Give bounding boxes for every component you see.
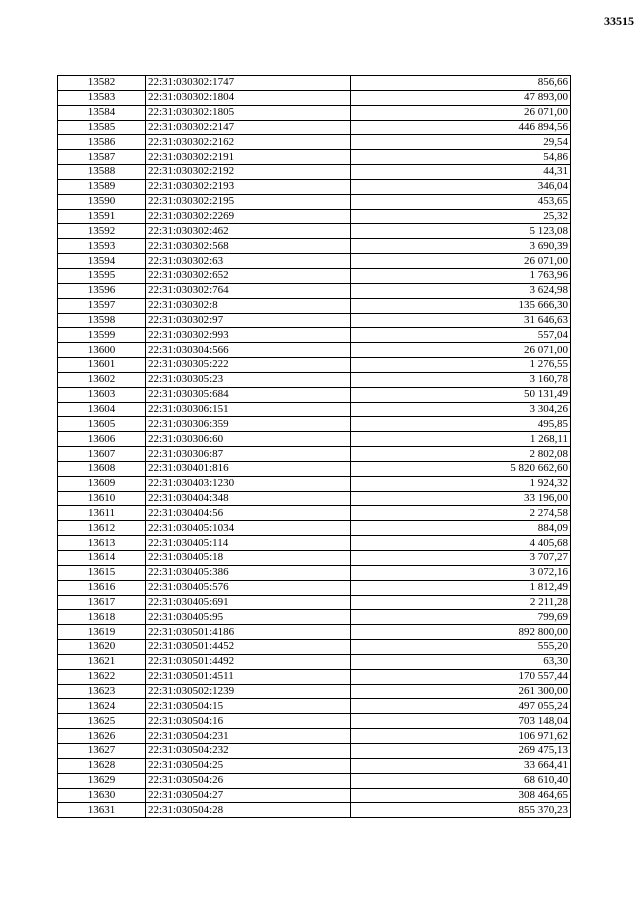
cadastral-number-cell: 22:31:030302:652 (146, 268, 351, 283)
table-row (58, 803, 571, 818)
cadastral-number-cell: 22:31:030501:4492 (146, 654, 351, 669)
table-row (58, 105, 571, 120)
table-row (58, 283, 571, 298)
cadastral-number-cell: 22:31:030306:151 (146, 402, 351, 417)
row-number-cell: 13631 (58, 803, 146, 818)
value-cell: 261 300,00 (351, 684, 571, 699)
value-cell: 269 475,13 (351, 743, 571, 758)
table-row (58, 298, 571, 313)
value-cell: 1 268,11 (351, 432, 571, 447)
value-cell: 5 820 662,60 (351, 461, 571, 476)
value-cell: 47 893,00 (351, 90, 571, 105)
table-row (58, 491, 571, 506)
table-row (58, 402, 571, 417)
cadastral-number-cell: 22:31:030502:1239 (146, 684, 351, 699)
row-number-cell: 13586 (58, 135, 146, 150)
cadastral-number-cell: 22:31:030504:26 (146, 773, 351, 788)
row-number-cell: 13624 (58, 699, 146, 714)
row-number-cell: 13582 (58, 76, 146, 91)
table-row (58, 610, 571, 625)
row-number-cell: 13618 (58, 610, 146, 625)
cadastral-number-cell: 22:31:030403:1230 (146, 476, 351, 491)
row-number-cell: 13608 (58, 461, 146, 476)
cadastral-number-cell: 22:31:030302:2193 (146, 179, 351, 194)
value-cell: 555,20 (351, 640, 571, 655)
cadastral-number-cell: 22:31:030302:2195 (146, 194, 351, 209)
cadastral-number-cell: 22:31:030302:993 (146, 328, 351, 343)
value-cell: 1 924,32 (351, 476, 571, 491)
table-row (58, 669, 571, 684)
value-cell: 33 664,41 (351, 758, 571, 773)
table-row (58, 714, 571, 729)
row-number-cell: 13614 (58, 551, 146, 566)
table-row (58, 194, 571, 209)
row-number-cell: 13628 (58, 758, 146, 773)
value-cell: 1 276,55 (351, 358, 571, 373)
table-row (58, 595, 571, 610)
value-cell: 26 071,00 (351, 343, 571, 358)
table-row (58, 773, 571, 788)
value-cell: 2 274,58 (351, 506, 571, 521)
row-number-cell: 13598 (58, 313, 146, 328)
cadastral-number-cell: 22:31:030504:25 (146, 758, 351, 773)
value-cell: 3 624,98 (351, 283, 571, 298)
table-row (58, 387, 571, 402)
cadastral-number-cell: 22:31:030302:2269 (146, 209, 351, 224)
row-number-cell: 13626 (58, 729, 146, 744)
table-row (58, 758, 571, 773)
row-number-cell: 13629 (58, 773, 146, 788)
row-number-cell: 13587 (58, 150, 146, 165)
value-cell: 2 211,28 (351, 595, 571, 610)
table-row (58, 224, 571, 239)
row-number-cell: 13600 (58, 343, 146, 358)
row-number-cell: 13585 (58, 120, 146, 135)
table-row (58, 551, 571, 566)
value-cell: 26 071,00 (351, 254, 571, 269)
value-cell: 446 894,56 (351, 120, 571, 135)
row-number-cell: 13617 (58, 595, 146, 610)
row-number-cell: 13616 (58, 580, 146, 595)
table-row (58, 699, 571, 714)
row-number-cell: 13601 (58, 358, 146, 373)
table-row (58, 461, 571, 476)
value-cell: 3 690,39 (351, 239, 571, 254)
table-row (58, 447, 571, 462)
table-row (58, 76, 571, 91)
row-number-cell: 13593 (58, 239, 146, 254)
table-row (58, 625, 571, 640)
table-row (58, 372, 571, 387)
row-number-cell: 13583 (58, 90, 146, 105)
value-cell: 4 405,68 (351, 536, 571, 551)
cadastral-number-cell: 22:31:030504:232 (146, 743, 351, 758)
row-number-cell: 13619 (58, 625, 146, 640)
value-cell: 1 812,49 (351, 580, 571, 595)
table-row (58, 536, 571, 551)
value-cell: 50 131,49 (351, 387, 571, 402)
cadastral-number-cell: 22:31:030302:1804 (146, 90, 351, 105)
value-cell: 453,65 (351, 194, 571, 209)
value-cell: 2 802,08 (351, 447, 571, 462)
table-row (58, 417, 571, 432)
page-number: 33515 (604, 14, 634, 28)
value-cell: 884,09 (351, 521, 571, 536)
cadastral-number-cell: 22:31:030405:1034 (146, 521, 351, 536)
cadastral-number-cell: 22:31:030401:816 (146, 461, 351, 476)
cadastral-number-cell: 22:31:030504:16 (146, 714, 351, 729)
value-cell: 31 646,63 (351, 313, 571, 328)
row-number-cell: 13594 (58, 254, 146, 269)
value-cell: 3 707,27 (351, 551, 571, 566)
cadastral-number-cell: 22:31:030405:576 (146, 580, 351, 595)
row-number-cell: 13603 (58, 387, 146, 402)
table-row (58, 432, 571, 447)
row-number-cell: 13607 (58, 447, 146, 462)
cadastral-number-cell: 22:31:030405:114 (146, 536, 351, 551)
value-cell: 29,54 (351, 135, 571, 150)
table-row (58, 313, 571, 328)
row-number-cell: 13621 (58, 654, 146, 669)
value-cell: 135 666,30 (351, 298, 571, 313)
table-row (58, 179, 571, 194)
table-row (58, 654, 571, 669)
value-cell: 25,32 (351, 209, 571, 224)
table-row (58, 580, 571, 595)
cadastral-number-cell: 22:31:030302:63 (146, 254, 351, 269)
row-number-cell: 13599 (58, 328, 146, 343)
cadastral-number-cell: 22:31:030501:4511 (146, 669, 351, 684)
row-number-cell: 13622 (58, 669, 146, 684)
cadastral-number-cell: 22:31:030302:462 (146, 224, 351, 239)
cadastral-number-cell: 22:31:030302:97 (146, 313, 351, 328)
table-row (58, 729, 571, 744)
value-cell: 26 071,00 (351, 105, 571, 120)
value-cell: 308 464,65 (351, 788, 571, 803)
cadastral-number-cell: 22:31:030305:684 (146, 387, 351, 402)
value-cell: 68 610,40 (351, 773, 571, 788)
cadastral-number-cell: 22:31:030302:2192 (146, 165, 351, 180)
row-number-cell: 13604 (58, 402, 146, 417)
value-cell: 44,31 (351, 165, 571, 180)
row-number-cell: 13615 (58, 565, 146, 580)
cadastral-number-cell: 22:31:030404:348 (146, 491, 351, 506)
cadastral-number-cell: 22:31:030302:2191 (146, 150, 351, 165)
row-number-cell: 13592 (58, 224, 146, 239)
table-row (58, 521, 571, 536)
cadastral-number-cell: 22:31:030405:386 (146, 565, 351, 580)
row-number-cell: 13613 (58, 536, 146, 551)
row-number-cell: 13591 (58, 209, 146, 224)
table-row (58, 90, 571, 105)
table-row (58, 209, 571, 224)
row-number-cell: 13602 (58, 372, 146, 387)
value-cell: 346,04 (351, 179, 571, 194)
cadastral-number-cell: 22:31:030305:23 (146, 372, 351, 387)
cadastral-number-cell: 22:31:030302:764 (146, 283, 351, 298)
row-number-cell: 13630 (58, 788, 146, 803)
row-number-cell: 13611 (58, 506, 146, 521)
cadastral-number-cell: 22:31:030302:568 (146, 239, 351, 254)
table-row (58, 328, 571, 343)
cadastral-number-cell: 22:31:030302:2147 (146, 120, 351, 135)
table-row (58, 254, 571, 269)
value-cell: 495,85 (351, 417, 571, 432)
row-number-cell: 13610 (58, 491, 146, 506)
cadastral-number-cell: 22:31:030306:60 (146, 432, 351, 447)
cadastral-number-cell: 22:31:030405:95 (146, 610, 351, 625)
cadastral-number-cell: 22:31:030306:87 (146, 447, 351, 462)
table-body (58, 76, 571, 818)
value-cell: 3 304,26 (351, 402, 571, 417)
value-cell: 1 763,96 (351, 268, 571, 283)
table-row (58, 239, 571, 254)
value-cell: 703 148,04 (351, 714, 571, 729)
value-cell: 63,30 (351, 654, 571, 669)
cadastral-number-cell: 22:31:030306:359 (146, 417, 351, 432)
cadastral-number-cell: 22:31:030504:28 (146, 803, 351, 818)
table-row (58, 120, 571, 135)
cadastral-number-cell: 22:31:030302:2162 (146, 135, 351, 150)
row-number-cell: 13588 (58, 165, 146, 180)
row-number-cell: 13605 (58, 417, 146, 432)
table-row (58, 165, 571, 180)
cadastral-number-cell: 22:31:030501:4186 (146, 625, 351, 640)
row-number-cell: 13606 (58, 432, 146, 447)
cadastral-number-cell: 22:31:030305:222 (146, 358, 351, 373)
table-row (58, 788, 571, 803)
cadastral-number-cell: 22:31:030504:15 (146, 699, 351, 714)
cadastral-number-cell: 22:31:030405:18 (146, 551, 351, 566)
value-cell: 497 055,24 (351, 699, 571, 714)
row-number-cell: 13620 (58, 640, 146, 655)
cadastral-number-cell: 22:31:030501:4452 (146, 640, 351, 655)
cadastral-number-cell: 22:31:030304:566 (146, 343, 351, 358)
cadastral-value-table (57, 75, 571, 818)
table-row (58, 150, 571, 165)
table-row (58, 343, 571, 358)
table-row (58, 358, 571, 373)
cadastral-number-cell: 22:31:030302:8 (146, 298, 351, 313)
value-cell: 892 800,00 (351, 625, 571, 640)
table-row (58, 743, 571, 758)
row-number-cell: 13623 (58, 684, 146, 699)
row-number-cell: 13595 (58, 268, 146, 283)
value-cell: 3 160,78 (351, 372, 571, 387)
table-row (58, 506, 571, 521)
value-cell: 33 196,00 (351, 491, 571, 506)
value-cell: 855 370,23 (351, 803, 571, 818)
cadastral-number-cell: 22:31:030405:691 (146, 595, 351, 610)
row-number-cell: 13609 (58, 476, 146, 491)
value-cell: 106 971,62 (351, 729, 571, 744)
value-cell: 557,04 (351, 328, 571, 343)
row-number-cell: 13627 (58, 743, 146, 758)
table-row (58, 268, 571, 283)
cadastral-number-cell: 22:31:030404:56 (146, 506, 351, 521)
cadastral-number-cell: 22:31:030302:1805 (146, 105, 351, 120)
row-number-cell: 13589 (58, 179, 146, 194)
value-cell: 856,66 (351, 76, 571, 91)
row-number-cell: 13590 (58, 194, 146, 209)
cadastral-number-cell: 22:31:030302:1747 (146, 76, 351, 91)
table-row (58, 684, 571, 699)
table-row (58, 135, 571, 150)
row-number-cell: 13584 (58, 105, 146, 120)
table-row (58, 476, 571, 491)
value-cell: 3 072,16 (351, 565, 571, 580)
value-cell: 799,69 (351, 610, 571, 625)
row-number-cell: 13596 (58, 283, 146, 298)
table-row (58, 640, 571, 655)
value-cell: 5 123,08 (351, 224, 571, 239)
row-number-cell: 13597 (58, 298, 146, 313)
table-row (58, 565, 571, 580)
row-number-cell: 13625 (58, 714, 146, 729)
value-cell: 170 557,44 (351, 669, 571, 684)
cadastral-number-cell: 22:31:030504:27 (146, 788, 351, 803)
cadastral-number-cell: 22:31:030504:231 (146, 729, 351, 744)
value-cell: 54,86 (351, 150, 571, 165)
row-number-cell: 13612 (58, 521, 146, 536)
